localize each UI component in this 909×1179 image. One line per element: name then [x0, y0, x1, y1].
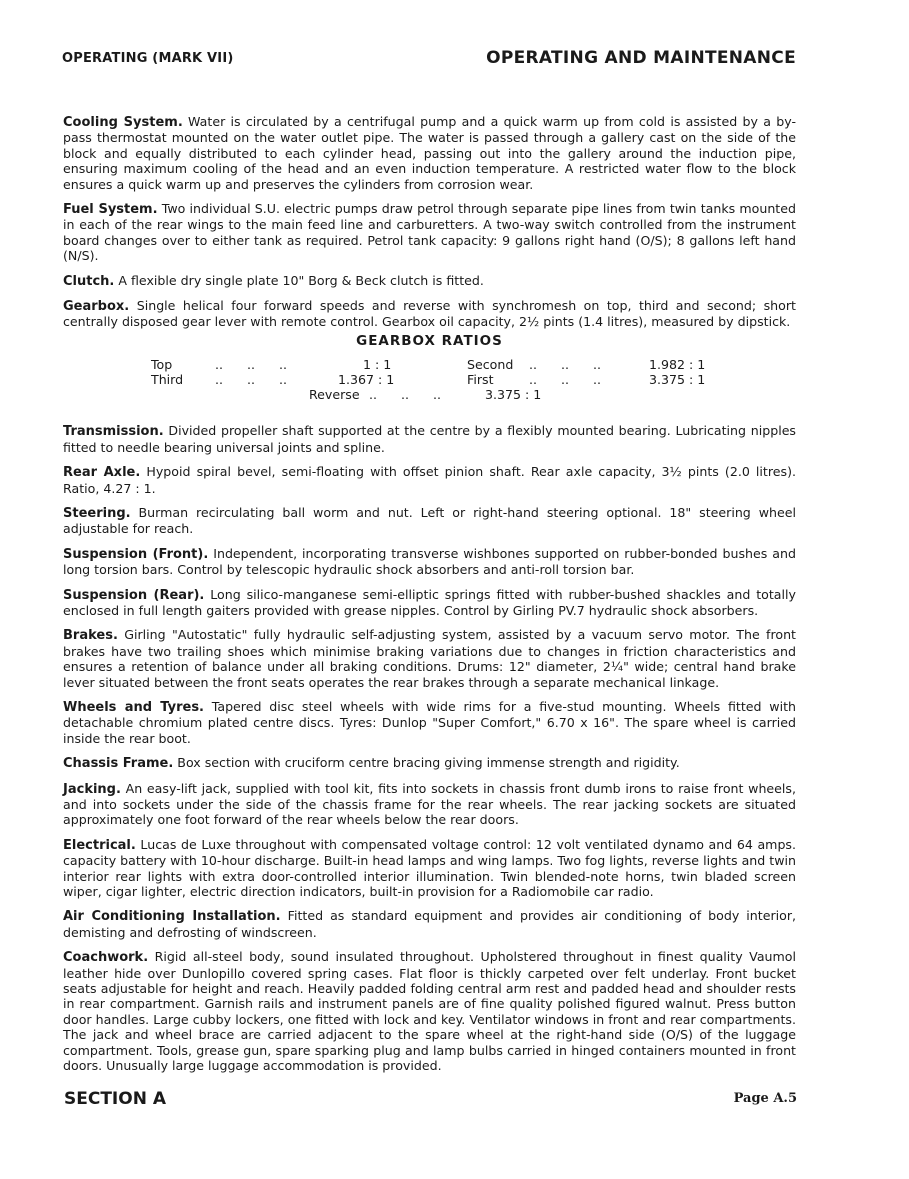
text-suspension-front: Independent, incorporating transverse wishbones supported on rubber-bonded bushes and long torsion bars. Control by telescopic hydraulic shock absorbers and anti-roll torsion bar. [63, 545, 796, 578]
heading-steering: Steering. [63, 505, 131, 521]
ratio-dots-reverse: .. .. .. [369, 387, 442, 403]
text-cooling-system: Water is circulated by a centrifugal pump and a quick warm up from cold is assisted by a by-pass thermostat mounted on the water outlet pipe. The water is passed through a gallery cast on the side of the block and equally distributed to each cylinder head, passing out into the gallery around the induction pipe, ensuring maximum cooling of the head and an even induction temperature. A restricted water flow to the block ensures a quick warm up and preserves the cylinders from corrosion wear. [63, 114, 796, 192]
ratio-dots-top: .. .. .. [215, 357, 288, 373]
paragraph-gearbox [63, 298, 796, 330]
heading-coachwork: Coachwork. [63, 950, 149, 966]
paragraph-wheels-and-tyres [63, 699, 796, 746]
heading-jacking: Jacking. [63, 781, 121, 797]
ratio-value-first: 3.375 : 1 [649, 372, 706, 388]
footer-page-number: Page A.5 [733, 1091, 797, 1106]
heading-wheels-and-tyres: Wheels and Tyres. [63, 699, 204, 715]
paragraph-chassis-frame [63, 755, 796, 771]
gearbox-ratios-title: GEARBOX RATIOS [356, 332, 503, 349]
ratio-value-third: 1.367 : 1 [338, 372, 395, 388]
paragraph-fuel-system [63, 201, 796, 264]
heading-rear-axle: Rear Axle. [63, 465, 141, 481]
paragraph-clutch [63, 273, 796, 289]
footer-section-label: SECTION A [64, 1089, 167, 1109]
paragraph-suspension-front [63, 546, 796, 578]
ratio-label-second: Second [467, 357, 514, 373]
text-transmission: Divided propeller shaft supported at the centre by a flexibly mounted bearing. Lubricating nipples fitted to needle bearing universal joints and spline. [63, 423, 796, 455]
paragraph-cooling-system [63, 114, 796, 192]
text-coachwork: Rigid all-steel body, sound insulated throughout. Upholstered throughout in finest quality Vaumol leather hide over Dunlopillo covered spring cases. Flat floor is thickly carpeted over felt underlay. Front bucket seats adjustable for height and reach. Heavily padded folding central arm rest and padded head and shoulder rests in rear compartment. Garnish rails and instrument panels are of fine quality polished figured walnut. Press button door handles. Large cubby lockers, one fitted with lock and key. Ventilator windows in front and rear compartments. The jack and wheel brace are carried adjacent to the spare wheel at the right-hand side (O/S) of the luggage compartment. Tools, grease gun, spare sparking plug and lamp bulbs carried in hinged containers mounted in front doors. Unusually large luggage accommodation is provided. [63, 949, 796, 1074]
running-header-left: OPERATING (MARK VII) [62, 51, 234, 66]
heading-clutch: Clutch. [63, 273, 115, 289]
paragraph-coachwork [63, 949, 796, 1073]
text-fuel-system: Two individual S.U. electric pumps draw petrol through separate pipe lines from twin tanks mounted in each of the rear wings to the main feed line and carburetters. A two-way switch controlled from the instrument board changes over to either tank as required. Petrol tank capacity: 9 gallons right hand (O/S); 8 gallons left hand (N/S). [63, 201, 796, 264]
heading-suspension-rear: Suspension (Rear). [63, 587, 205, 603]
heading-chassis-frame: Chassis Frame. [63, 756, 174, 772]
ratio-label-third: Third [151, 372, 184, 388]
paragraph-suspension-rear [63, 587, 796, 619]
ratio-label-top: Top [151, 357, 173, 373]
text-rear-axle: Hypoid spiral bevel, semi-floating with offset pinion shaft. Rear axle capacity, 3½ pints (2.0 litres). Ratio, 4.27 : 1. [63, 464, 796, 496]
ratio-dots-third: .. .. .. [215, 372, 288, 388]
heading-electrical: Electrical. [63, 837, 136, 853]
ratio-value-second: 1.982 : 1 [649, 357, 706, 373]
heading-brakes: Brakes. [63, 628, 118, 644]
text-gearbox: Single helical four forward speeds and reverse with synchromesh on top, third and second; short centrally disposed gear lever with remote control. Gearbox oil capacity, 2½ pints (1.4 litres), measured by dipstick. [63, 298, 796, 330]
text-suspension-rear: Long silico-manganese semi-elliptic springs fitted with rubber-bushed shackles and totally enclosed in full length gaiters provided with grease nipples. Control by Girling PV.7 hydraulic shock absorbers. [63, 586, 796, 618]
heading-gearbox: Gearbox. [63, 299, 130, 315]
ratio-dots-second: .. .. .. [529, 357, 602, 373]
text-brakes: Girling "Autostatic" fully hydraulic self-adjusting system, assisted by a vacuum servo motor. The front brakes have two trailing shoes which minimise braking variations due to changes in friction characteristics and ensures a retention of balance under all braking conditions. Drums: 12" diameter, 2¼" wide; central hand brake lever situated between the front seats operates the rear brakes through a separate mechanical linkage. [63, 627, 796, 690]
ratio-value-reverse: 3.375 : 1 [485, 387, 542, 403]
paragraph-transmission [63, 423, 796, 455]
text-steering: Burman recirculating ball worm and nut. Left or right-hand steering optional. 18" steering wheel adjustable for reach. [63, 504, 796, 537]
ratio-label-first: First [467, 372, 494, 388]
ratio-label-reverse: Reverse [309, 387, 360, 403]
text-air-conditioning: Fitted as standard equipment and provides air conditioning of body interior, demisting and defrosting of windscreen. [63, 908, 797, 940]
text-electrical: Lucas de Luxe throughout with compensated voltage control: 12 volt ventilated dynamo and 64 amps. capacity battery with 10-hour discharge. Built-in head lamps and wing lamps. Two fog lights, reverse lights and twin interior rear lights with extra door-controlled interior illumination. Twin blended-note horns, twin bladed screen wiper, cigar lighter, electric direction indicators, built-in provision for a Radiomobile car radio. [63, 836, 796, 900]
paragraph-rear-axle [63, 464, 796, 496]
paragraph-brakes [63, 627, 796, 690]
paragraph-air-conditioning [63, 908, 796, 940]
text-wheels-and-tyres: Tapered disc steel wheels with wide rims for a five-stud mounting. Wheels fitted with detachable chromium plated centre discs. Tyres: Dunlop "Super Comfort," 6.70 x 16". The spare wheel is carried inside the rear boot. [63, 698, 796, 746]
heading-cooling-system: Cooling System. [63, 115, 183, 130]
heading-transmission: Transmission. [63, 424, 164, 440]
gearbox-ratios-table [63, 357, 796, 415]
text-chassis-frame: Box section with cruciform centre bracing giving immense strength and rigidity. [173, 755, 680, 771]
document-body [63, 114, 796, 1083]
text-clutch: A flexible dry single plate 10" Borg & Beck clutch is fitted. [114, 272, 484, 288]
text-jacking: An easy-lift jack, supplied with tool kit, fits into sockets in chassis front dumb irons to raise front wheels, and into sockets under the side of the chassis frame for the rear wheels. The rear jacking sockets are situated approximately one foot forward of the rear wheels below the rear doors. [63, 780, 796, 828]
heading-air-conditioning: Air Conditioning Installation. [63, 909, 281, 925]
heading-fuel-system: Fuel System. [63, 202, 158, 218]
paragraph-jacking [63, 781, 796, 828]
ratio-value-top: 1 : 1 [363, 357, 392, 373]
running-header-right: OPERATING AND MAINTENANCE [486, 48, 796, 68]
paragraph-steering [63, 505, 796, 537]
paragraph-electrical [63, 837, 796, 900]
heading-suspension-front: Suspension (Front). [63, 546, 209, 562]
ratio-dots-first: .. .. .. [529, 372, 602, 388]
